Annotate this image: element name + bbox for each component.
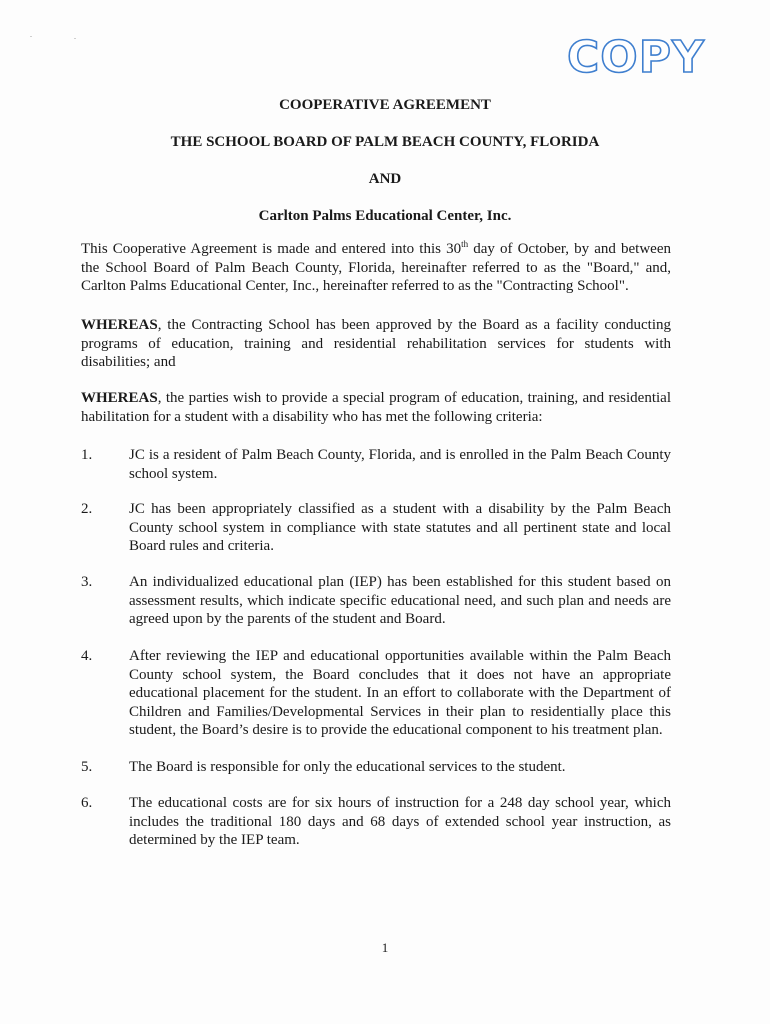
school-heading: Carlton Palms Educational Center, Inc. bbox=[258, 208, 512, 224]
list-item bbox=[81, 647, 671, 740]
and-heading: AND bbox=[368, 171, 402, 187]
copy-stamp: COPY bbox=[567, 32, 705, 83]
whereas-paragraph-2 bbox=[81, 389, 671, 426]
list-item-text: The Board is responsible for only the educational services to the student. bbox=[129, 759, 566, 775]
list-item-text: An individualized educational plan (IEP) has been established for this student based on assessment results, which indicate specific educational need, and such plan and needs are agreed upon by the parents of the student and Board. bbox=[129, 574, 671, 627]
list-item bbox=[81, 446, 671, 483]
whereas-keyword: WHEREAS bbox=[81, 317, 158, 333]
intro-text-end: day of October, by and between the School Board of Palm Beach County, Florida, hereinafter referred to as the "Board," and, Carlton Palms Educational Center, Inc., hereinafter referred to as the "Contracting School". bbox=[81, 241, 671, 294]
whereas-text: , the parties wish to provide a special program of education, training, and residential habilitation for a student with a disability who has met the following criteria: bbox=[81, 390, 671, 425]
scan-speck bbox=[30, 36, 32, 37]
whereas-text: , the Contracting School has been approved by the Board as a facility conducting programs of education, training and residential rehabilitation services for students with disabilities; and bbox=[81, 317, 671, 370]
list-item-text: The educational costs are for six hours of instruction for a 248 day school year, which includes the traditional 180 days and 68 days of extended school year instruction, as determined by the IEP team. bbox=[129, 795, 671, 848]
whereas-paragraph-1 bbox=[81, 316, 671, 372]
list-item-number: 2. bbox=[81, 501, 93, 517]
list-item-number: 4. bbox=[81, 648, 93, 664]
scan-speck bbox=[74, 38, 76, 39]
list-item bbox=[81, 794, 671, 850]
list-item-number: 3. bbox=[81, 574, 93, 590]
intro-text-start: This Cooperative Agreement is made and entered into this 30 bbox=[81, 241, 462, 257]
intro-ordinal-suffix: th bbox=[461, 239, 469, 249]
document-title: COOPERATIVE AGREEMENT bbox=[279, 97, 491, 113]
list-item-text: After reviewing the IEP and educational opportunities available within the Palm Beach County school system, the Board concludes that it does not have an appropriate educational placement for the student. In an effort to collaborate with the Department of Children and Families/Developmental Services in their plan to residentially place this student, the Board’s desire is to provide the educational component to his treatment plan. bbox=[129, 648, 671, 738]
whereas-keyword: WHEREAS bbox=[81, 390, 158, 406]
intro-paragraph bbox=[81, 240, 671, 296]
list-item bbox=[81, 758, 671, 777]
parties-heading: THE SCHOOL BOARD OF PALM BEACH COUNTY, FLORIDA bbox=[170, 134, 600, 150]
list-item-text: JC is a resident of Palm Beach County, Florida, and is enrolled in the Palm Beach County school system. bbox=[129, 447, 671, 482]
list-item bbox=[81, 500, 671, 556]
list-item bbox=[81, 573, 671, 629]
list-item-number: 6. bbox=[81, 795, 93, 811]
list-item-number: 1. bbox=[81, 447, 93, 463]
page-number: 1 bbox=[381, 940, 389, 955]
list-item-text: JC has been appropriately classified as a student with a disability by the Palm Beach County school system in compliance with state statutes and all pertinent state and local Board rules and criteria. bbox=[129, 501, 671, 554]
list-item-number: 5. bbox=[81, 759, 93, 775]
